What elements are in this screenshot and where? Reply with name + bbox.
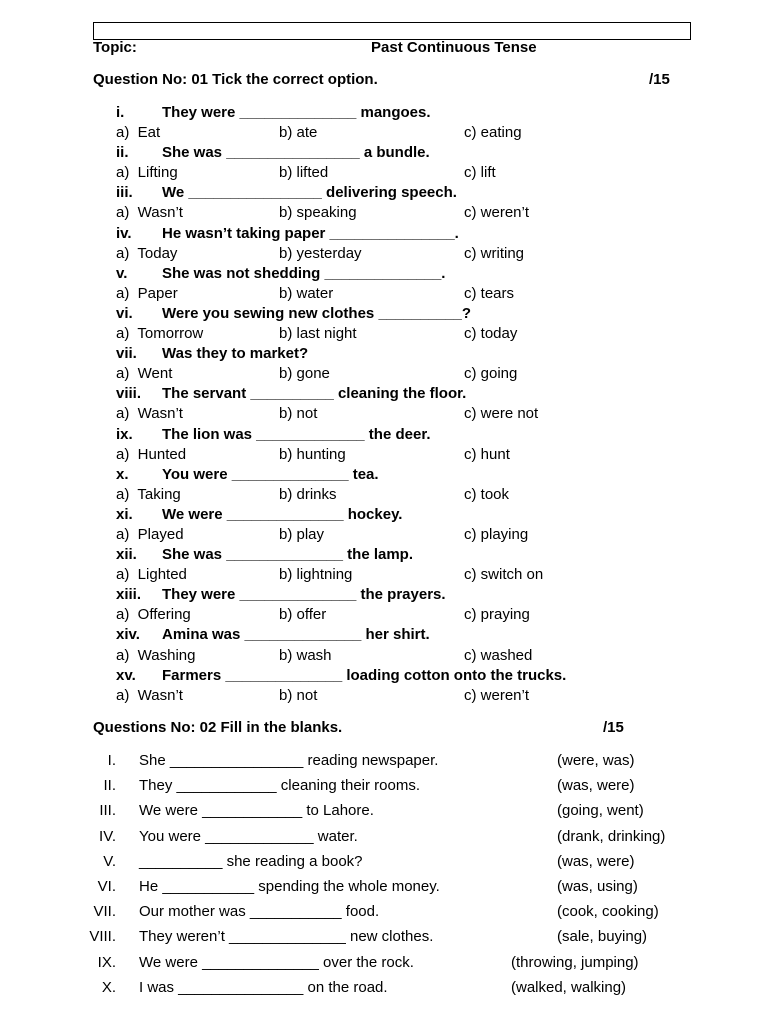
blank-sentence: Our mother was ___________ food. [139,903,380,921]
blank-sentence: They ____________ cleaning their rooms. [139,777,421,795]
answer-hint: (drank, drinking) [557,827,666,845]
question-number: vi. [116,304,133,322]
roman-number: IX. [97,953,116,971]
option-a[interactable]: a) Went [116,365,173,383]
answer-hint: (going, went) [557,802,644,820]
q2-blank-row [0,800,768,825]
q1-question-row [0,344,768,364]
q1-options-row [0,203,768,223]
answer-hint: (cook, cooking) [557,903,659,921]
q1-question-row [0,304,768,324]
q1-question-row [0,425,768,445]
q1-options-row [0,364,768,384]
q1-options-row [0,284,768,304]
roman-number: I. [107,752,116,769]
question-text: You were ______________ tea. [162,465,379,483]
roman-number: VI. [97,877,116,895]
question-number: xiv. [116,626,140,644]
roman-number: VIII. [89,928,116,946]
roman-number: VII. [93,903,116,921]
question-number: xii. [116,546,137,564]
roman-number: III. [99,802,116,820]
question-text: He wasn’t taking paper _______________. [162,224,459,242]
answer-hint: (was, were) [557,852,635,870]
q1-question-row [0,465,768,485]
question-number: vii. [116,345,137,363]
question-text: We were ______________ hockey. [162,505,403,523]
option-b[interactable]: b) hunting [279,445,346,463]
q1-options-row [0,646,768,666]
roman-number: IV. [99,827,116,845]
option-c[interactable]: c) today [464,325,518,343]
q1-options-row [0,324,768,344]
question-number: i. [116,104,125,121]
question-number: iii. [116,184,133,202]
q1-question-row [0,505,768,525]
answer-hint: (was, were) [557,777,635,795]
question-number: iv. [116,224,132,242]
option-b[interactable]: b) not [279,405,318,423]
q2-blank-row [0,977,768,1002]
q1-options-row [0,123,768,143]
q1-question-row [0,103,768,123]
question-text: She was not shedding ______________. [162,264,446,282]
question-number: ii. [116,144,129,162]
question-text: The servant __________ cleaning the floor. [162,385,467,403]
option-a[interactable]: a) Wasn’t [116,204,183,222]
option-c[interactable]: c) hunt [464,445,510,463]
question-text: Farmers ______________ loading cotton onto the trucks. [162,666,567,684]
option-a[interactable]: a) Tomorrow [116,325,204,343]
answer-hint: (throwing, jumping) [511,953,639,971]
option-b[interactable]: b) wash [279,646,332,664]
question-text: We ________________ delivering speech. [162,184,457,202]
option-c[interactable]: c) playing [464,525,529,543]
q1-marks: /15 [649,71,670,88]
q1-question-row [0,545,768,565]
q1-options-row [0,565,768,585]
q2-blank-row [0,775,768,800]
q1-heading: Question No: 01 Tick the correct option. [93,71,378,88]
option-a[interactable]: a) Hunted [116,445,187,463]
blank-sentence: __________ she reading a book? [139,852,363,870]
q1-question-list [0,103,768,706]
q1-options-row [0,605,768,625]
q2-blank-row [0,750,768,775]
option-a[interactable]: a) Lifting [116,164,178,182]
q1-options-row [0,525,768,545]
option-a[interactable]: a) Taking [116,485,181,503]
q2-blank-row [0,926,768,951]
q1-options-row [0,244,768,264]
q2-blank-row [0,876,768,901]
question-text: They were ______________ mangoes. [162,104,431,121]
option-c[interactable]: c) going [464,365,518,383]
option-b[interactable]: b) not [279,686,318,704]
option-b[interactable]: b) last night [279,325,357,343]
question-text: Were you sewing new clothes __________? [162,304,472,322]
q1-options-row [0,163,768,183]
q1-options-row [0,686,768,706]
q1-question-row [0,666,768,686]
option-a[interactable]: a) Eat [116,124,161,142]
blank-sentence: They weren’t ______________ new clothes. [139,928,434,946]
q1-question-row [0,183,768,203]
question-text: They were ______________ the prayers. [162,586,446,604]
question-text: Amina was ______________ her shirt. [162,626,430,644]
option-b[interactable]: b) lifted [279,164,329,182]
q2-question-list [0,750,768,1002]
topic-label: Topic: [93,39,137,56]
q1-options-row [0,445,768,465]
question-number: xiii. [116,586,142,604]
option-a[interactable]: a) Lighted [116,566,187,584]
blank-sentence: I was _______________ on the road. [139,978,388,996]
option-b[interactable]: b) offer [279,606,327,624]
roman-number: V. [103,852,116,870]
option-c[interactable]: c) eating [464,124,522,142]
option-b[interactable]: b) yesterday [279,244,362,262]
blank-sentence: You were _____________ water. [139,827,358,845]
header-box [93,22,691,40]
question-number: x. [116,465,129,483]
option-b[interactable]: b) gone [279,365,330,383]
q1-question-row [0,384,768,404]
option-c[interactable]: c) tears [464,284,515,302]
q1-question-row [0,143,768,163]
question-number: ix. [116,425,133,443]
option-a[interactable]: a) Washing [116,646,196,664]
roman-number: II. [103,777,116,795]
answer-hint: (were, was) [557,752,635,769]
q2-blank-row [0,952,768,977]
topic-title: Past Continuous Tense [371,39,537,56]
blank-sentence: We were ______________ over the rock. [139,953,414,971]
blank-sentence: She ________________ reading newspaper. [139,752,439,769]
option-a[interactable]: a) Wasn’t [116,686,183,704]
blank-sentence: He ___________ spending the whole money. [139,877,440,895]
option-a[interactable]: a) Wasn’t [116,405,183,423]
q2-heading: Questions No: 02 Fill in the blanks. [93,719,343,736]
question-text: She was ________________ a bundle. [162,144,430,162]
option-c[interactable]: c) weren’t [464,204,530,222]
option-b[interactable]: b) water [279,284,334,302]
q1-question-row [0,224,768,244]
blank-sentence: We were ____________ to Lahore. [139,802,374,820]
option-c[interactable]: c) lift [464,164,496,182]
option-b[interactable]: b) play [279,525,325,543]
question-text: She was ______________ the lamp. [162,546,414,564]
q2-blank-row [0,851,768,876]
q1-question-row [0,625,768,645]
answer-hint: (sale, buying) [557,928,648,946]
question-number: xv. [116,666,136,684]
question-text: The lion was _____________ the deer. [162,425,431,443]
option-a[interactable]: a) Paper [116,284,178,302]
q1-options-row [0,404,768,424]
option-b[interactable]: b) speaking [279,204,357,222]
option-c[interactable]: c) praying [464,606,530,624]
question-number: xi. [116,505,133,523]
q1-question-row [0,585,768,605]
answer-hint: (was, using) [557,877,638,895]
option-c[interactable]: c) washed [464,646,533,664]
q2-blank-row [0,901,768,926]
option-a[interactable]: a) Played [116,525,184,543]
option-c[interactable]: c) writing [464,244,525,262]
option-c[interactable]: c) took [464,485,510,503]
q1-question-row [0,264,768,284]
option-a[interactable]: a) Today [116,244,178,262]
option-b[interactable]: b) ate [279,124,318,142]
option-b[interactable]: b) drinks [279,485,337,503]
roman-number: X. [101,978,116,996]
question-number: viii. [116,385,142,403]
q1-options-row [0,485,768,505]
q2-blank-row [0,826,768,851]
question-number: v. [116,264,128,282]
option-c[interactable]: c) weren’t [464,686,530,704]
question-text: Was they to market? [162,345,309,363]
option-c[interactable]: c) switch on [464,566,544,584]
q2-marks: /15 [603,719,624,736]
option-a[interactable]: a) Offering [116,606,191,624]
answer-hint: (walked, walking) [511,978,627,996]
option-c[interactable]: c) were not [464,405,539,423]
option-b[interactable]: b) lightning [279,566,353,584]
